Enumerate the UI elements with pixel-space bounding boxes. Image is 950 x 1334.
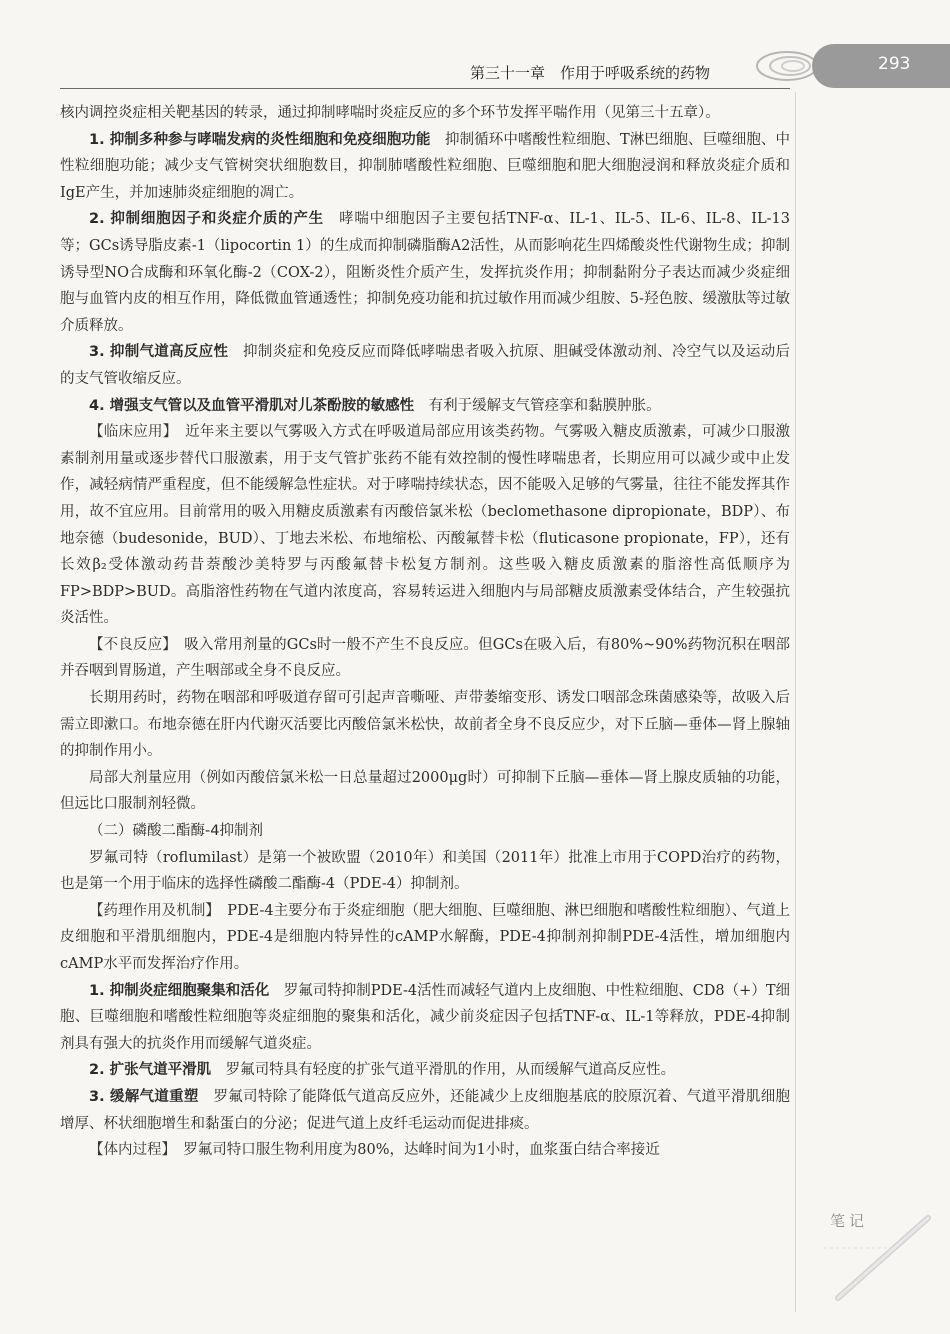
section-heading-pde4: （二）磷酸二酯酶-4抑制剂: [89, 823, 263, 840]
paragraph-mechanism-1: 1. 抑制多种参与哮喘发病的炎性细胞和免疫细胞功能 抑制循环中嗜酸性粒细胞、T淋巴细胞、巨噬细胞、中性粒细胞功能；减少支气管树突状细胞数目，抑制肺嗜酸性粒细胞、巨噬细胞和肥大细胞浸润和释放炎症介质和IgE产生，并加速肺炎症细胞的凋亡。: [60, 131, 790, 201]
paragraph-roflumilast-1: 1. 抑制炎症细胞聚集和活化 罗氟司特抑制PDE-4活性而减轻气道内上皮细胞、中性粒细胞、CD8（+）T细胞、巨噬细胞和嗜酸性粒细胞等炎症细胞的聚集和活化，减少前炎症因子包括TNF-α、IL-1等释放，PDE-4抑制剂具有强大的抗炎作用而缓解气道炎症。: [60, 982, 791, 1052]
paragraph-roflumilast-intro: 罗氟司特（roflumilast）是第一个被欧盟（2010年）和美国（2011年）批准上市用于COPD治疗的药物，也是第一个用于临床的选择性磷酸二酯酶-4（PDE-4）抑制剂。: [60, 849, 790, 893]
paragraph-pharmacokinetics: 【体内过程】 罗氟司特口服生物利用度为80%，达峰时间为1小时，血浆蛋白结合率接近: [89, 1142, 660, 1159]
subheading: 1. 抑制多种参与哮喘发病的炎性细胞和免疫细胞功能: [89, 131, 431, 148]
subheading: 2. 扩张气道平滑肌: [89, 1062, 212, 1079]
paragraph-pharmacology: 【药理作用及机制】 PDE-4主要分布于炎症细胞（肥大细胞、巨噬细胞、淋巴细胞和嗜酸性粒细胞）、气道上皮细胞和平滑肌细胞内，PDE-4是细胞内特异性的cAMP水解酶，PDE-4抑制剂抑制PDE-4活性，增加细胞内cAMP水平而发挥治疗作用。: [60, 902, 791, 972]
chapter-title: 第三十一章 作用于呼吸系统的药物: [470, 64, 711, 82]
page-header: [0, 44, 950, 88]
subheading: 4. 增强支气管以及血管平滑肌对儿茶酚胺的敏感性: [89, 397, 415, 414]
notes-label: 笔记: [830, 1212, 869, 1230]
section-label: 【药理作用及机制】: [89, 902, 213, 919]
margin-divider: [795, 92, 796, 1312]
page-body: [60, 100, 790, 1164]
paragraph-mechanism-3: 3. 抑制气道高反应性 抑制炎症和免疫反应而降低哮喘患者吸入抗原、胆碱受体激动剂、冷空气以及运动后的支气管收缩反应。: [60, 344, 790, 387]
section-label: 【临床应用】: [89, 424, 171, 441]
section-label: 【体内过程】: [89, 1142, 169, 1159]
paragraph-roflumilast-3: 3. 缓解气道重塑 罗氟司特除了能降低气道高反应外，还能减少上皮细胞基底的胶原沉着、气道平滑肌细胞增厚、杯状细胞增生和黏蛋白的分泌；促进气道上皮纤毛运动而促进排痰。: [60, 1088, 790, 1132]
notes-margin: [818, 1198, 938, 1308]
header-divider: [60, 88, 790, 89]
section-label: 【不良反应】: [89, 636, 170, 653]
subheading: 2. 抑制细胞因子和炎症介质的产生: [89, 211, 324, 228]
paragraph-clinical-use: 【临床应用】 近年来主要以气雾吸入方式在呼吸道局部应用该类药物。气雾吸入糖皮质激素，可减少口服激素制剂用量或逐步替代口服激素，用于支气管扩张药不能有效控制的慢性哮喘患者，长期应用可以减少或中止发作，减轻病情严重程度，但不能缓解急性症状。对于哮喘持续状态，因不能吸入足够的气雾量，往往不能发挥其作用，故不宜应用。目前常用的吸入用糖皮质激素有丙酸倍氯米松（beclomethasone dipropionate，BDP）、布地奈德（budesonide，BUD）、丁地去米松、布地缩松、丙酸氟替卡松（fluticasone propionate，FP），还有长效β₂受体激动药昔萘酸沙美特罗与丙酸氟替卡松复方制剂。这些吸入糖皮质激素的脂溶性高低顺序为FP>BDP>BUD。高脂溶性药物在气道内浓度高，容易转运进入细胞内与局部糖皮质激素受体结合，产生较强抗炎活性。: [60, 424, 791, 627]
paragraph-continuation: 核内调控炎症相关靶基因的转录，通过抑制哮喘时炎症反应的多个环节发挥平喘作用（见第三十五章）。: [60, 105, 720, 121]
page-number: 293: [878, 54, 911, 74]
paragraph-high-dose: 局部大剂量应用（例如丙酸倍氯米松一日总量超过2000μg时）可抑制下丘脑—垂体—肾上腺皮质轴的功能，但远比口服制剂轻微。: [60, 769, 790, 813]
paragraph-mechanism-2: 2. 抑制细胞因子和炎症介质的产生 哮喘中细胞因子主要包括TNF-α、IL-1、IL-5、IL-6、IL-8、IL-13等；GCs诱导脂皮素-1（lipocortin 1）的生成而抑制磷脂酶A2活性，从而影响花生四烯酸炎性代谢物生成；抑制诱导型NO合成酶和环氧化酶-2（COX-2），阻断炎性介质产生，发挥抗炎作用；抑制黏附分子表达而减少炎症细胞与血管内皮的相互作用，降低微血管通透性；抑制免疫功能和抗过敏作用而减少组胺、5-羟色胺、缓激肽等过敏介质释放。: [60, 211, 790, 334]
subheading: 3. 抑制气道高反应性: [89, 344, 229, 361]
subheading: 3. 缓解气道重塑: [89, 1088, 199, 1105]
paragraph-adverse-effects: 【不良反应】 吸入常用剂量的GCs时一般不产生不良反应。但GCs在吸入后，有80%~90%药物沉积在咽部并吞咽到胃肠道，产生咽部或全身不良反应。: [60, 636, 791, 680]
pencil-icon: [818, 1198, 938, 1308]
paragraph-mechanism-4: 4. 增强支气管以及血管平滑肌对儿茶酚胺的敏感性 有利于缓解支气管痉挛和黏膜肿胀。: [89, 397, 661, 414]
paragraph-roflumilast-2: 2. 扩张气道平滑肌 罗氟司特具有轻度的扩张气道平滑肌的作用，从而缓解气道高反应性。: [89, 1062, 676, 1079]
subheading: 1. 抑制炎症细胞聚集和活化: [89, 982, 270, 999]
paragraph-long-term: 长期用药时，药物在咽部和呼吸道存留可引起声音嘶哑、声带萎缩变形、诱发口咽部念珠菌感染等，故吸入后需立即漱口。布地奈德在肝内代谢灭活要比丙酸倍氯米松快，故前者全身不良反应少，对下丘脑—垂体—肾上腺轴的抑制作用小。: [60, 690, 790, 760]
